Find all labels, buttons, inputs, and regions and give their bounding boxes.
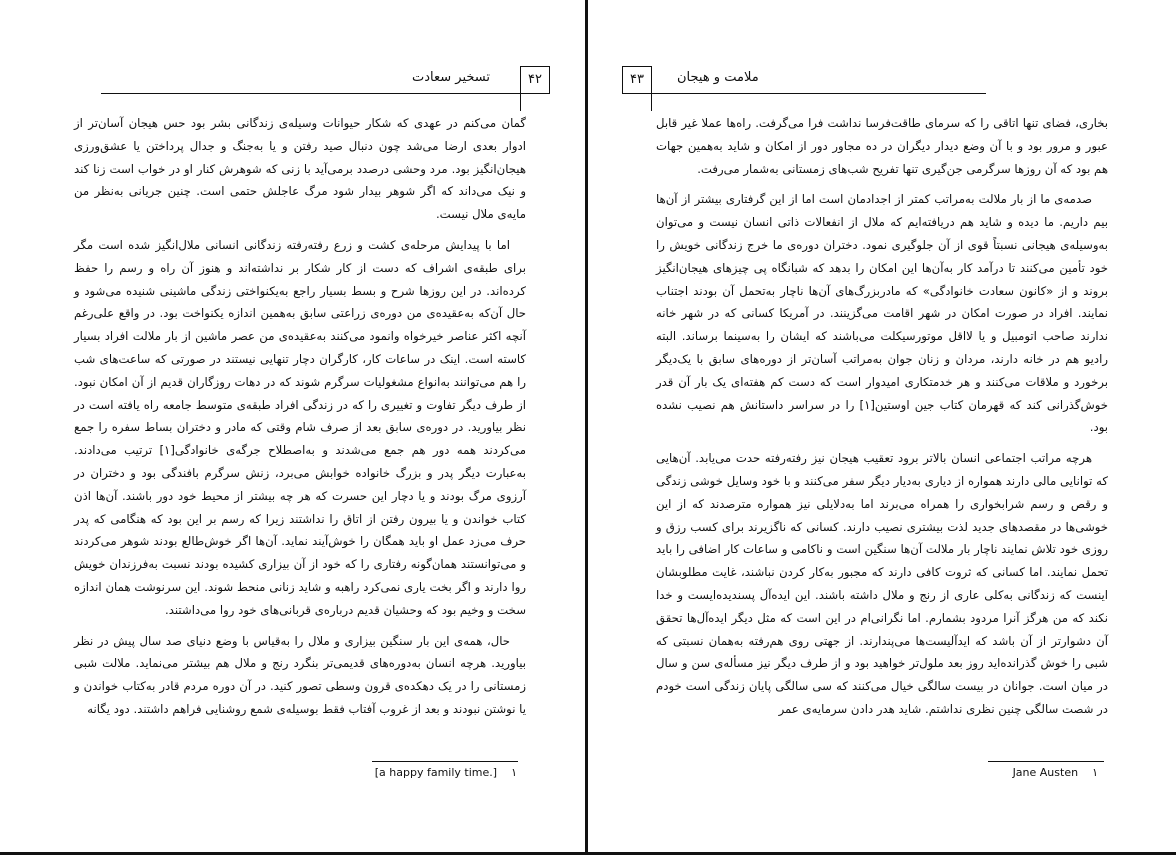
paragraph: حال، همه‌ی این بار سنگین بیزاری و ملال را به‌قیاس با وضع دنیای صد سال پیش در نظر بیاورید. هرچه انسان به‌دوره‌های قدیمی‌تر بنگرد رنج و ملال هم بیشتر می‌نماید. ملالت شبی زمستانی را در یک دهکده‌ی قرون وسطی تصور کنید. در آن دوره مردم قادر به‌کتاب خواندن و یا نوشتن نبودند و بعد از غروب آفتاب فقط بوسیله‌ی شمع روشنایی فراهم داشتند. دود یگانه: [74, 633, 526, 716]
right-page: [588, 0, 1176, 852]
paragraph: گمان می‌کنم در عهدی که شکار حیوانات وسیله‌ی زندگانی بشر بود حس هیجان آسان‌تر از ادوار بعدی ارضا می‌شد چون دنبال صید رفتن و یا به‌جنگ و جدال پرداختن یا عشق‌ورزی هیجان‌انگیز بود. مرد وحشی درصدد برمی‌آید با زنی که شوهرش کنار او در خواب است زنا کند و نیک می‌داند که اگر شوهر بیدار شود مرگ عاجلش حتمی است. چنین جریانی به‌نظر من مایه‌ی ملال نیست.: [74, 116, 526, 222]
running-title: ملامت و هیجان: [677, 70, 759, 85]
paragraph: هرچه مراتب اجتماعی انسان بالاتر برود تعقیب هیجان نیز رفته‌رفته حدت می‌یابد. آن‌هایی که توانایی مالی دارند همواره از دیاری به‌دیار دیگر سفر می‌کنند و با خود وسایل خوشی زندگی و رقص و رسم شرابخواری را همراه می‌برند اما به‌دلایلی نیز همواره مترصدند که از این خوشی‌ها در مقصدهای جدید لذت بیشتری نصیب دارند. کسانی که ناگزیرند برای کسب رزق و روزی خود تلاش نمایند ناچار بار ملالت آن‌ها سنگین است و ناکامی و ساعات کار اضافی را باید تحمل نمایند. اما کسانی که ثروت کافی دارند که مجبور به‌کار کردن نباشند، غایت مطلوبشان اینست که زندگانی به‌کلی عاری از رنج و ملال داشته باشند. این ایده‌آل پسندیده‌ایست و خدا نکند که من هرگز آنرا مردود بشمارم. اما نگرانی‌ام در این است که مثل دیگر ایده‌آل‌ها تحقق آن دشوارتر از آن باشد که ایدآلیست‌ها می‌پندارند. از جهتی روی هم‌رفته به‌همان نسبتی که شبی را خوش گذرانده‌اید روز بعد ملول‌تر خواهید بود و از طرف دیگر نیز مسأله‌ی سن و سال در میان است. جوانان در بیست سالگی خیال می‌کنند که سی سالگی پایان زندگی است خودم در شصت سالگی چنین نظری نداشتم. شاید هدر دادن سرمایه‌ی عمر: [656, 451, 1108, 716]
right-page-body: [656, 112, 1108, 729]
footnote-marker: ۱: [1092, 766, 1098, 779]
paragraph: اما با پیدایش مرحله‌ی کشت و زرع رفته‌رفته زندگانی انسانی ملال‌انگیز شده است مگر برای طبقه‌ی اشراف که دست از کار شکار بر نداشته‌اند و هنوز آن راه و رسم را حفظ کرده‌اند. در این روزها شرح و بسط بسیار راجع به‌یکنواختی زندگی ماشینی شنیده می‌شود و حال آن‌که به‌عقیده‌ی من دوره‌ی زراعتی سابق به‌همین اندازه یکنواخت بود. در واقع علی‌رغم آنچه اکثر عناصر خیرخواه وانمود می‌کنند به‌عقیده‌ی من عصر ماشین از بار ملالت افراد بسیار کاسته است. اینک در ساعات کار، کارگران دچار تنهایی نیستند در صورتی که ساعت‌های شب را هم می‌توانند به‌انواع مشغولیات سرگرم شوند که در دهات روزگاران قدیم از آن امکان نبود. از طرف دیگر تفاوت و تغییری را که در زندگی افراد طبقه‌ی متوسط جامعه راه یافته است در نظر بیاورید. در دوره‌ی سابق بعد از صرف شام وقتی که مادر و دختران بساط سفره را جمع می‌کردند همه دور هم جمع می‌شدند و به‌اصطلاح جرگه‌ی خانوادگی[۱] ترتیب می‌دادند. به‌عبارت دیگر پدر و بزرگ خانواده خوابش می‌برد، زنش سرگرم بافندگی بود و دختران در آرزوی مرگ بودند و یا دچار این حسرت که هر چه بیشتر از محیط خود دور باشند. آن‌ها اذن کتاب خواندن و یا بیرون رفتن از اتاق را نداشتند زیرا که رسم بر این بود که هنگامی که پدر حرف می‌زد عمل او باید همگان را خوش‌آیند نماید. آن‌ها اگر خوش‌طالع بودند شوهر می‌کردند و می‌توانستند همان‌گونه رفتاری را که خود از آن بیزاری کشیده بودند نسبت به‌فرزندان خویش روا دارند و اگر بخت یاری نمی‌کرد راهبه و شاید زنانی منحط شوند. این سرنوشت همان اندازه سخت و وخیم بود که وحشیان قدیم درباره‌ی قربانی‌های خود روا می‌داشتند.: [74, 237, 526, 617]
left-page: [0, 0, 585, 852]
header-tick: [651, 93, 652, 111]
running-title: تسخیر سعادت: [412, 70, 490, 85]
left-page-header: [101, 66, 550, 94]
paragraph: بخاری، فضای تنها اتاقی را که سرمای طاقت‌فرسا نداشت فرا می‌گرفت. راه‌ها عملا غیر قابل عبور و مرور بود و با آن وضع دیدار دیگران در ده مجاور دور از امکان و شاید به‌همین جهات هم بود که آن روزها سرگرمی جن‌گیری تنها تفریح شب‌های زمستانی به‌شمار می‌رفت.: [656, 116, 1108, 176]
header-rule: [622, 93, 986, 94]
page-number: ۴۳: [622, 66, 652, 93]
footnote-text: Jane Austen: [1012, 766, 1079, 779]
footnote-rule: [372, 761, 518, 762]
footnote-text: [a happy family time.]: [374, 766, 498, 779]
header-tick: [520, 93, 521, 111]
page-number: ۴۲: [520, 66, 550, 93]
footnote: [375, 766, 517, 779]
right-page-header: [622, 66, 986, 94]
paragraph: صدمه‌ی ما از بار ملالت به‌مراتب کمتر از اجدادمان است اما از این گرفتاری بیشتر از آن‌ها بیم داریم. ما دیده و شاید هم دریافته‌ایم که ملال از انفعالات ذاتی انسان نیست و می‌توان به‌وسیله‌ی هیجانی نسبتاً قوی از آن جلوگیری نمود. دختران دوره‌ی ما خرج زندگانی خویش را خود تأمین می‌کنند تا درآمد کار به‌آن‌ها این امکان را بدهد که شبانگاه پی چیزهای هیجان‌انگیز بروند و از «کانون سعادت خانوادگی» که مادربزرگ‌های آن‌ها ناچار به‌تحمل آن بودند اجتناب نمایند. افراد در صورت امکان در شهر اقامت می‌گزینند. در آمریکا کسانی که در شهر خانه ندارند صاحب اتومبیل و یا لااقل موتورسیکلت می‌باشند که ایشان را به‌سینما برساند. البته رادیو هم در خانه دارند، مردان و زنان جوان به‌مراتب آسان‌تر از دوره‌های سابق با یک‌دیگر برخورد و ملاقات می‌کنند و هر خدمتکاری امیدوار است که دست کم هفته‌ای یک بار آن قدر خوش‌گذرانی کند که قهرمان کتاب جین اوستین[۱] را در سراسر داستانش هم نصیب نشده بود.: [656, 192, 1108, 435]
footnote-marker: ۱: [511, 766, 517, 779]
header-rule: [101, 93, 550, 94]
footnote: [1013, 766, 1098, 779]
left-page-body: [74, 112, 526, 729]
footnote-rule: [988, 761, 1104, 762]
